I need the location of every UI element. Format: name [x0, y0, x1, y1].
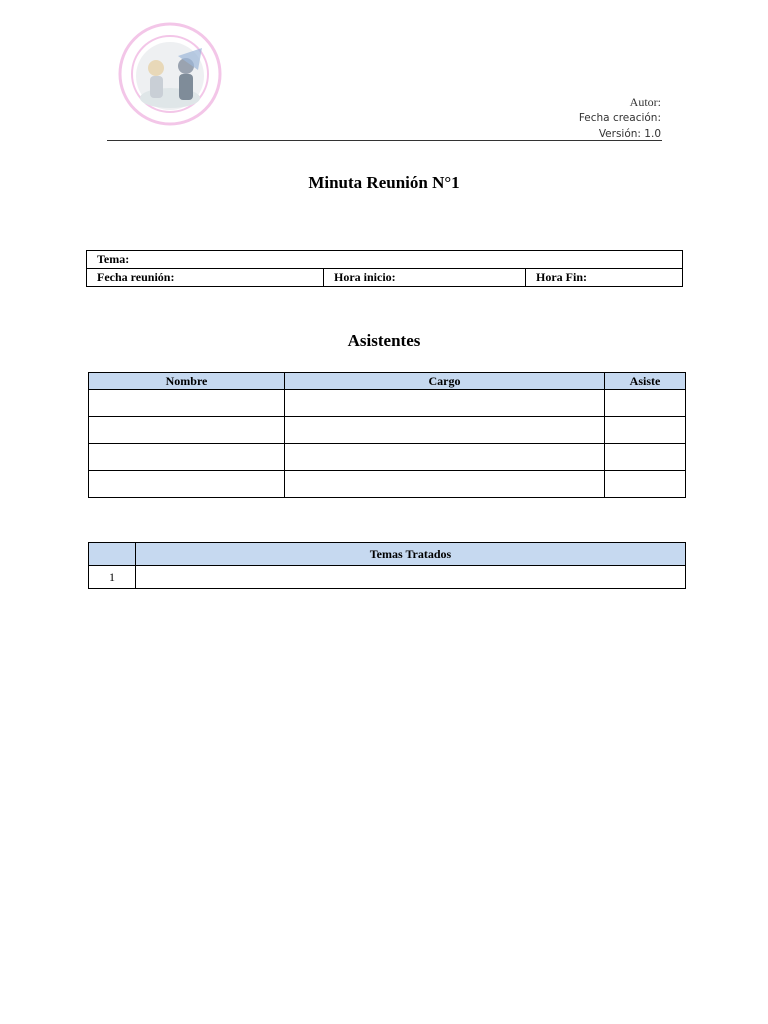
column-header-nombre: Nombre: [89, 373, 285, 390]
topics-header-row: [89, 543, 686, 566]
nombre-cell[interactable]: [89, 417, 285, 444]
nombre-cell[interactable]: [89, 390, 285, 417]
column-header-number: [89, 543, 136, 566]
asiste-cell[interactable]: [605, 417, 686, 444]
fecha-reunion-cell[interactable]: Fecha reunión:: [87, 269, 324, 287]
logo: [108, 8, 232, 140]
logo-emblem-icon: [108, 8, 232, 140]
table-row: [89, 566, 686, 589]
cargo-cell[interactable]: [285, 471, 605, 498]
fecha-creacion-label: Fecha creación:: [578, 112, 661, 124]
table-row: [89, 471, 686, 498]
column-header-cargo: Cargo: [285, 373, 605, 390]
asiste-cell[interactable]: [605, 390, 686, 417]
column-header-temas-tratados: Temas Tratados: [136, 543, 686, 566]
tema-cell[interactable]: Tema:: [87, 251, 683, 269]
topic-number-cell: 1: [89, 566, 136, 589]
nombre-cell[interactable]: [89, 471, 285, 498]
topic-text-cell[interactable]: [136, 566, 686, 589]
cargo-cell[interactable]: [285, 444, 605, 471]
table-row: [89, 417, 686, 444]
cargo-cell[interactable]: [285, 417, 605, 444]
asiste-cell[interactable]: [605, 471, 686, 498]
nombre-cell[interactable]: [89, 444, 285, 471]
topics-table: [88, 542, 686, 589]
version-label: Versión: 1.0: [598, 128, 661, 140]
table-row: [89, 390, 686, 417]
attendees-table: [88, 372, 686, 498]
column-header-asiste: Asiste: [605, 373, 686, 390]
cargo-cell[interactable]: [285, 390, 605, 417]
hora-inicio-cell[interactable]: Hora inicio:: [324, 269, 526, 287]
header-divider: [107, 140, 662, 141]
hora-fin-cell[interactable]: Hora Fin:: [526, 269, 683, 287]
attendees-header-row: [89, 373, 686, 390]
meeting-info-table: [86, 250, 683, 287]
attendees-title: Asistentes: [347, 331, 421, 350]
autor-label: Autor:: [629, 95, 661, 109]
table-row: [89, 444, 686, 471]
asiste-cell[interactable]: [605, 444, 686, 471]
document-title: Minuta Reunión N°1: [308, 173, 460, 192]
document-meta: [579, 94, 661, 142]
